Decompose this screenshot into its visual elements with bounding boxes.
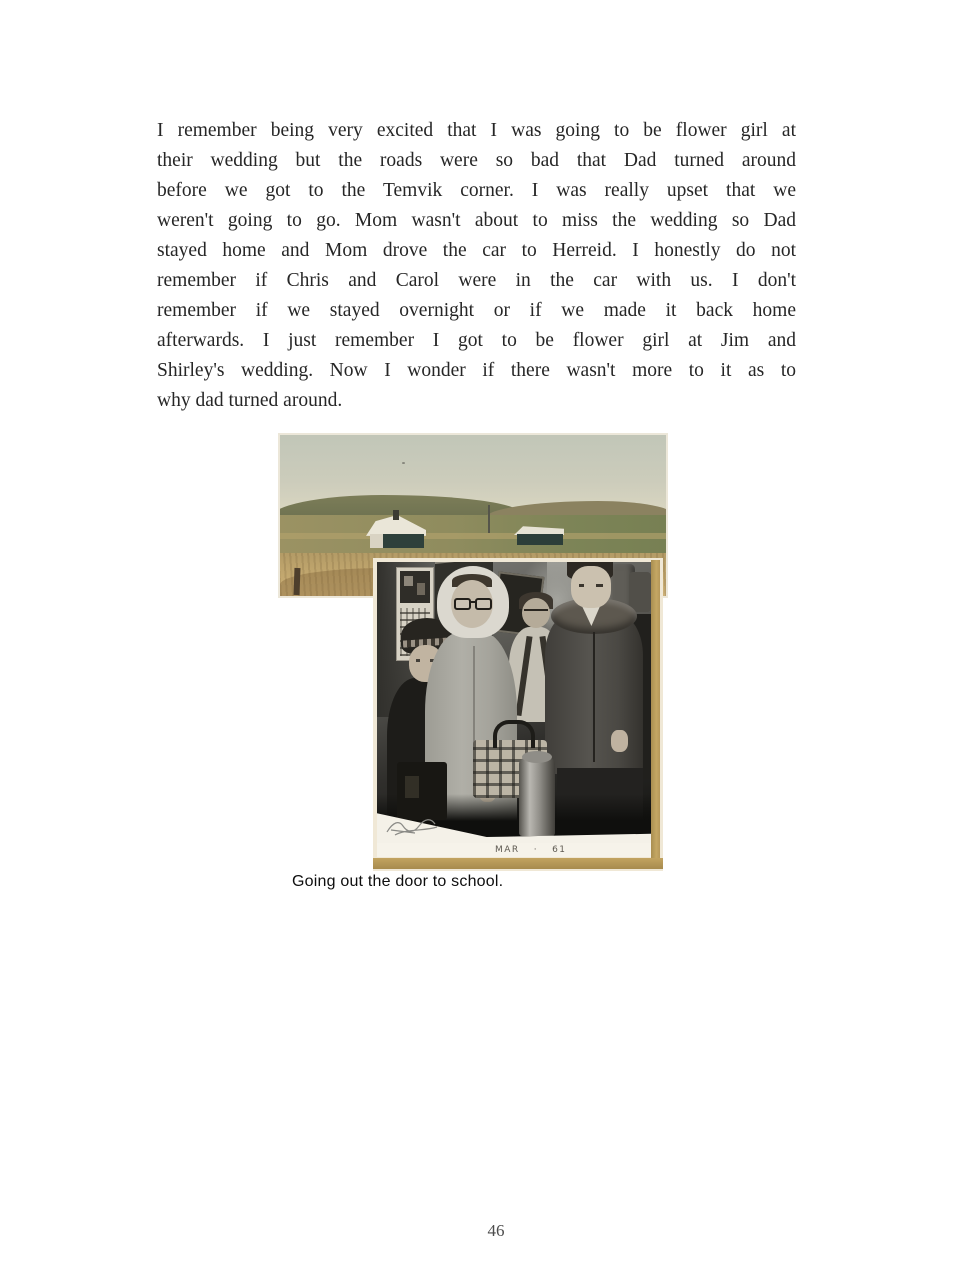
page-number: 46 [487,1221,505,1240]
bag-handle [493,720,535,748]
paragraph-line: before we got to the Temvik corner. I was really upset that we [157,180,796,201]
paragraph-line: remember if we stayed overnight or if we made it back home [157,300,796,321]
milk-can [519,758,555,836]
farm-house-wall-white [370,534,383,548]
calendar-picture [400,571,430,603]
photo-caption: Going out the door to school. [292,873,504,890]
stamp-month: MAR [495,845,520,855]
stamp-year: 61 [552,845,567,855]
photo-gold-edge-right [651,560,660,862]
field-streak [280,533,666,539]
paragraph-line: afterwards. I just remember I got to be flower girl at Jim and [157,330,796,351]
farm-house-chimney [393,510,399,520]
jacket-zipper [593,632,595,762]
glasses-lens [454,598,471,610]
milk-can-lid [522,751,552,763]
paragraph-line: weren't going to go. Mom wasn't about to miss the wedding so Dad [157,210,796,231]
boy-eyes [579,584,603,587]
paragraph-line: I remember being very excited that I was going to be flower girl at [157,120,796,141]
bird-speck [402,462,405,464]
paragraph-line: remember if Chris and Carol were in the car with us. I don't [157,270,796,291]
photo-date-stamp [495,845,567,855]
fence-post [294,568,301,595]
photo-gold-edge-bottom [373,858,663,869]
telephone-pole [488,505,490,533]
farm-house [366,515,426,549]
paragraph [157,116,796,416]
handwriting-scribble [385,814,445,840]
farm-shed [514,525,564,546]
paragraph-line: Shirley's wedding. Now I wonder if there wasn't more to it as to [157,360,796,381]
paragraph-line: their wedding but the roads were so bad that Dad turned around [157,150,796,171]
paragraph-line: why dad turned around. [157,390,343,411]
photo-bottom-border [377,843,651,857]
girl-glasses [454,598,491,608]
boy-hand [611,730,628,752]
glasses-bridge [469,601,476,603]
boy-face [571,566,611,608]
bw-photo [373,558,663,871]
paragraph-line: stayed home and Mom drove the car to Herreid. I honestly do not [157,240,796,261]
glasses-lens [475,598,492,610]
farm-shed-wall [517,534,563,545]
lunch-box [397,762,447,820]
stamp-dot: · [533,845,539,855]
bw-photo-content [377,562,651,843]
boy-glasses [524,609,548,616]
